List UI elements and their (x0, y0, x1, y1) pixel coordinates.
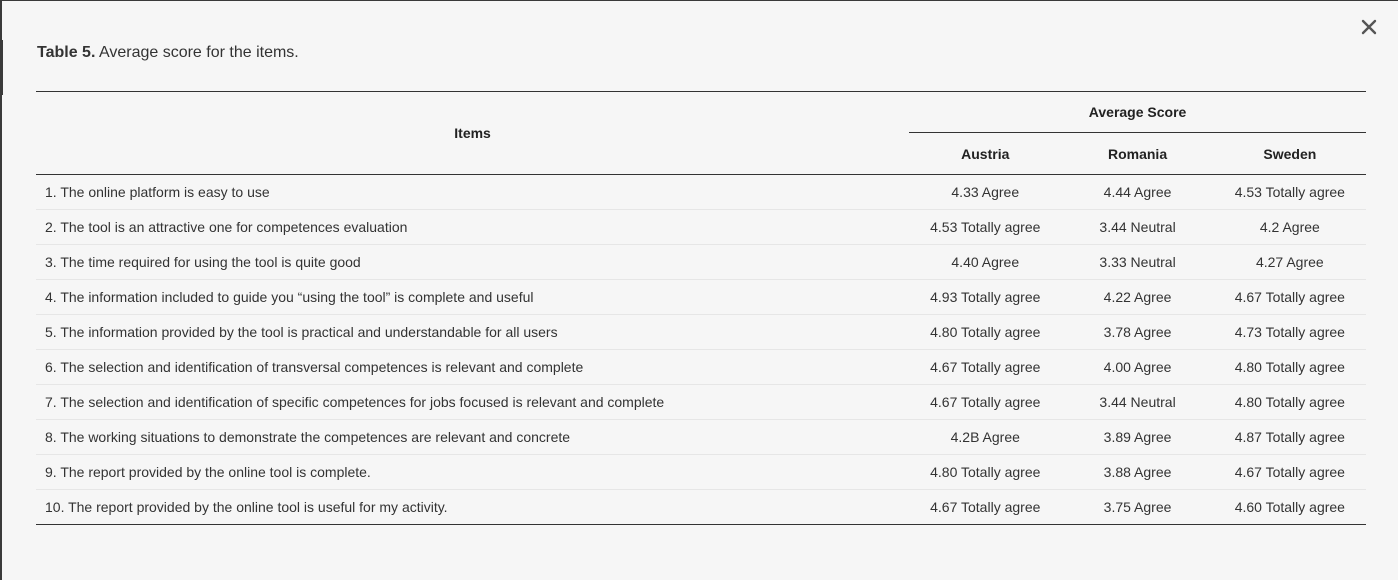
table-row (36, 490, 1366, 525)
score-cell-sweden: 4.67 Totally agree (1214, 455, 1366, 490)
table-caption (37, 44, 299, 62)
score-cell-sweden: 4.2 Agree (1214, 210, 1366, 245)
table-row (36, 210, 1366, 245)
window-edge-notch (0, 40, 3, 95)
score-cell-romania: 4.22 Agree (1061, 280, 1213, 315)
table-row (36, 245, 1366, 280)
average-score-table (36, 91, 1366, 525)
column-header-sweden: Sweden (1214, 133, 1366, 175)
score-cell-austria: 4.33 Agree (909, 175, 1061, 210)
column-header-romania: Romania (1061, 133, 1213, 175)
score-cell-romania: 3.88 Agree (1061, 455, 1213, 490)
score-cell-sweden: 4.27 Agree (1214, 245, 1366, 280)
item-cell: 5. The information provided by the tool is practical and understandable for all users (36, 315, 909, 350)
score-cell-austria: 4.80 Totally agree (909, 455, 1061, 490)
score-cell-austria: 4.40 Agree (909, 245, 1061, 280)
average-score-group-header: Average Score (909, 92, 1366, 133)
score-cell-sweden: 4.73 Totally agree (1214, 315, 1366, 350)
item-cell: 8. The working situations to demonstrate the competences are relevant and concrete (36, 420, 909, 455)
score-cell-romania: 3.44 Neutral (1061, 210, 1213, 245)
table-row (36, 420, 1366, 455)
score-cell-austria: 4.93 Totally agree (909, 280, 1061, 315)
item-cell: 3. The time required for using the tool is quite good (36, 245, 909, 280)
score-cell-austria: 4.53 Totally agree (909, 210, 1061, 245)
score-cell-romania: 4.00 Agree (1061, 350, 1213, 385)
score-cell-sweden: 4.60 Totally agree (1214, 490, 1366, 525)
table-row (36, 175, 1366, 210)
score-cell-sweden: 4.87 Totally agree (1214, 420, 1366, 455)
score-cell-romania: 3.89 Agree (1061, 420, 1213, 455)
score-cell-romania: 4.44 Agree (1061, 175, 1213, 210)
item-cell: 2. The tool is an attractive one for competences evaluation (36, 210, 909, 245)
items-column-header: Items (36, 92, 909, 175)
item-cell: 9. The report provided by the online tool is complete. (36, 455, 909, 490)
window-top-edge (0, 0, 1398, 1)
score-cell-romania: 3.33 Neutral (1061, 245, 1213, 280)
score-cell-austria: 4.2B Agree (909, 420, 1061, 455)
score-cell-austria: 4.80 Totally agree (909, 315, 1061, 350)
score-cell-austria: 4.67 Totally agree (909, 385, 1061, 420)
table-row (36, 455, 1366, 490)
item-cell: 10. The report provided by the online tool is useful for my activity. (36, 490, 909, 525)
score-cell-sweden: 4.80 Totally agree (1214, 350, 1366, 385)
score-cell-austria: 4.67 Totally agree (909, 350, 1061, 385)
close-button[interactable] (1356, 14, 1382, 40)
score-cell-austria: 4.67 Totally agree (909, 490, 1061, 525)
column-header-austria: Austria (909, 133, 1061, 175)
score-cell-sweden: 4.67 Totally agree (1214, 280, 1366, 315)
score-cell-sweden: 4.80 Totally agree (1214, 385, 1366, 420)
table-caption-text: Average score for the items. (98, 44, 299, 61)
close-icon (1361, 19, 1377, 35)
item-cell: 6. The selection and identification of transversal competences is relevant and complete (36, 350, 909, 385)
item-cell: 4. The information included to guide you “using the tool” is complete and useful (36, 280, 909, 315)
table-caption-label: Table 5. (37, 44, 96, 61)
table-row (36, 385, 1366, 420)
table-row (36, 315, 1366, 350)
table-row (36, 350, 1366, 385)
item-cell: 1. The online platform is easy to use (36, 175, 909, 210)
table-row (36, 280, 1366, 315)
score-cell-romania: 3.44 Neutral (1061, 385, 1213, 420)
score-cell-romania: 3.75 Agree (1061, 490, 1213, 525)
score-cell-sweden: 4.53 Totally agree (1214, 175, 1366, 210)
item-cell: 7. The selection and identification of specific competences for jobs focused is relevant and complete (36, 385, 909, 420)
score-cell-romania: 3.78 Agree (1061, 315, 1213, 350)
